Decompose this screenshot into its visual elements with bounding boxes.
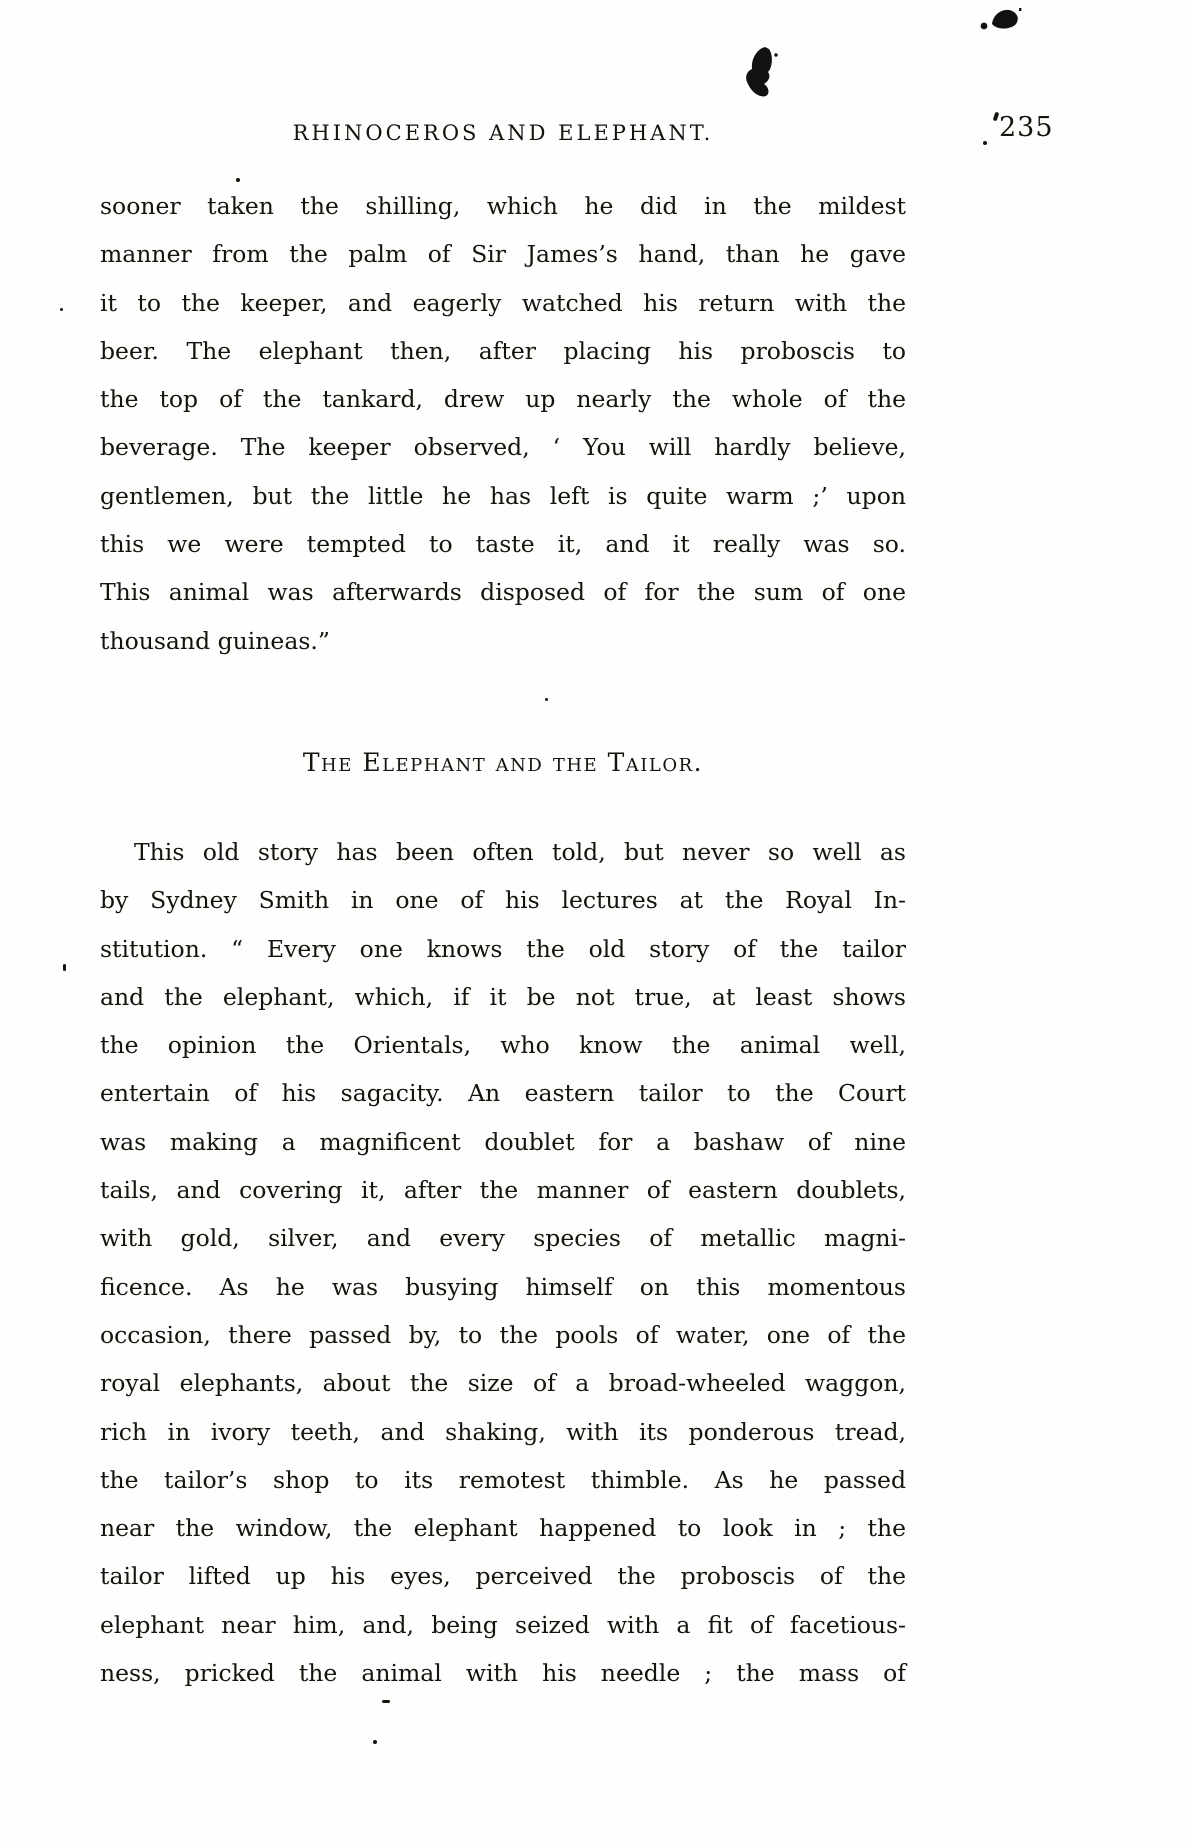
text-line: gentlemen, but the little he has left is quite warm ;’ upon — [100, 481, 906, 510]
text-line: beer. The elephant then, after placing his proboscis to — [100, 336, 906, 365]
text-line: stitution. “ Every one knows the old story of the tailor — [100, 934, 906, 963]
text-line: rich in ivory teeth, and shaking, with its ponderous tread, — [100, 1417, 906, 1446]
ink-speck — [382, 1700, 390, 1703]
ink-blot-top-right — [978, 6, 1022, 36]
text-line: beverage. The keeper observed, ‘ You will hardly believe, — [100, 433, 906, 462]
text-line: this we were tempted to taste it, and it really was so. — [100, 530, 906, 559]
ink-speck — [236, 178, 240, 182]
text-line: by Sydney Smith in one of his lectures at the Royal In- — [100, 886, 906, 915]
text-line: This old story has been often told, but never so well as — [134, 838, 906, 866]
text-line: it to the keeper, and eagerly watched his return with the — [100, 288, 906, 317]
text-line: and the elephant, which, if it be not true, at least shows — [100, 982, 906, 1011]
running-header-title: RHINOCEROS AND ELEPHANT. — [292, 121, 714, 145]
text-line: sooner taken the shilling, which he did in the mildest — [100, 192, 906, 220]
text-line: near the window, the elephant happened to look in ; the — [100, 1514, 906, 1543]
text-line: ness, pricked the animal with his needle ; the mass of — [100, 1659, 906, 1688]
text-line: ficence. As he was busying himself on this momentous — [100, 1272, 906, 1301]
text-line: occasion, there passed by, to the pools of water, one of the — [100, 1320, 906, 1349]
text-line: was making a magnificent doublet for a bashaw of nine — [100, 1127, 906, 1156]
text-line: elephant near him, and, being seized with a fit of facetious- — [100, 1610, 906, 1639]
ink-blot-center — [742, 46, 780, 100]
text-line: thousand guineas.” — [100, 626, 330, 655]
paragraph-rhinoceros-story — [100, 182, 906, 665]
text-line: tailor lifted up his eyes, perceived the proboscis of the — [100, 1562, 906, 1591]
ink-speck — [373, 1740, 377, 1744]
ink-speck — [545, 698, 548, 701]
text-line: This animal was afterwards disposed of for the sum of one — [100, 578, 906, 607]
section-heading: The Elephant and the Tailor. — [302, 748, 704, 777]
ink-speck — [63, 964, 66, 971]
text-line: manner from the palm of Sir James’s hand, than he gave — [100, 240, 906, 269]
paragraph-elephant-tailor — [100, 828, 906, 1697]
text-line: tails, and covering it, after the manner of eastern doublets, — [100, 1176, 906, 1205]
ink-speck — [983, 141, 987, 145]
ink-speck — [60, 308, 63, 311]
text-line: the opinion the Orientals, who know the animal well, — [100, 1031, 906, 1060]
text-line: the tailor’s shop to its remotest thimble. As he passed — [100, 1465, 906, 1494]
text-line: entertain of his sagacity. An eastern tailor to the Court — [100, 1079, 906, 1108]
text-line: with gold, silver, and every species of metallic magni- — [100, 1224, 906, 1253]
text-line: royal elephants, about the size of a broad-wheeled waggon, — [100, 1369, 906, 1398]
text-line: the top of the tankard, drew up nearly the whole of the — [100, 385, 906, 414]
page-number: 235 — [999, 112, 1054, 143]
